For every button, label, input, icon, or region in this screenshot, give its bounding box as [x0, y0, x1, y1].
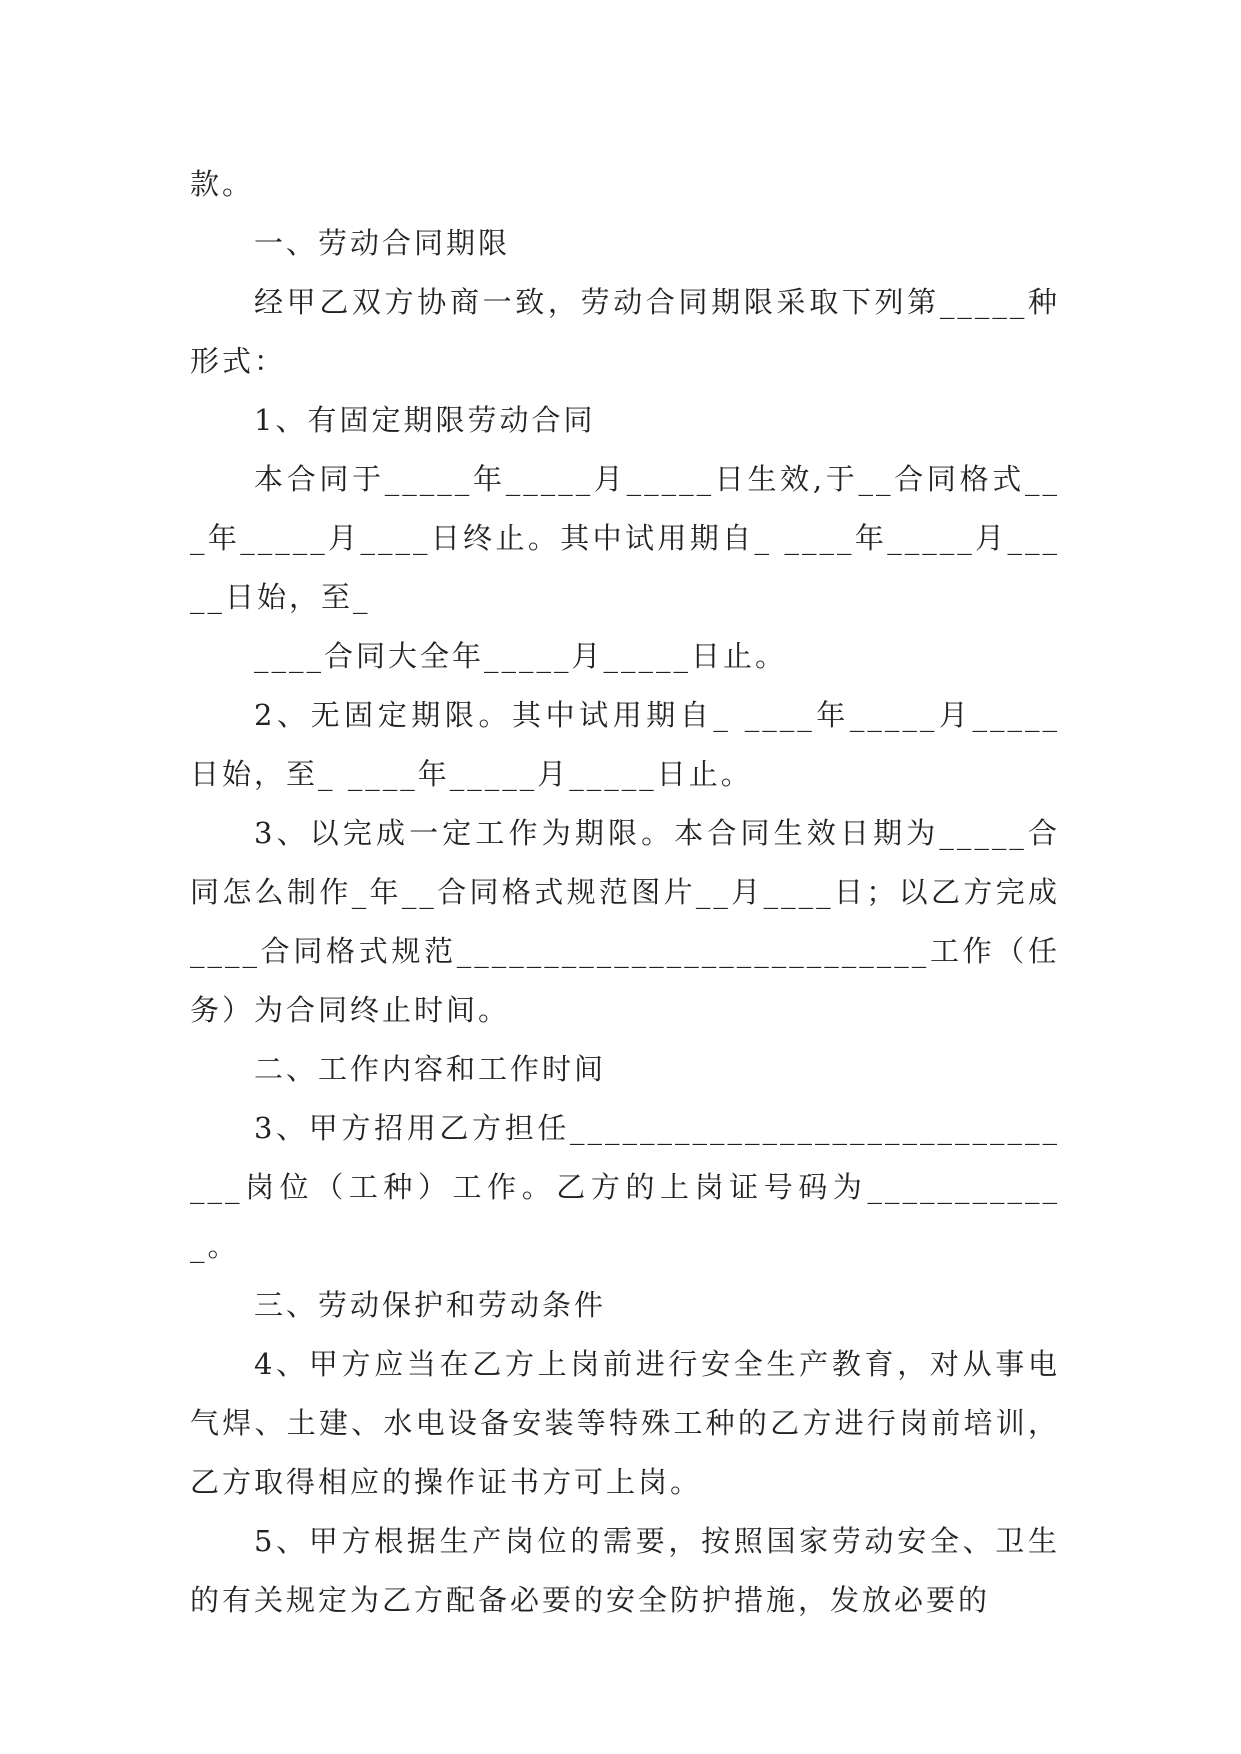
- clause-open-term: 2、无固定期限。其中试用期自_ ____年_____月_____日始，至_ ____年_____月_____日止。: [190, 698, 1060, 791]
- clause-fixed-term: 1、有固定期限劳动合同: [254, 403, 596, 437]
- paragraph-fixed-term-end: ____合同大全年_____月_____日止。: [254, 639, 788, 673]
- section-heading-contract-term: 一、劳动合同期限: [254, 226, 511, 260]
- section-heading-work-content: 二、工作内容和工作时间: [254, 1052, 607, 1086]
- clause-safety-equipment: 5、甲方根据生产岗位的需要，按照国家劳动安全、卫生的有关规定为乙方配备必要的安全防护措施，发放必要的: [190, 1524, 1060, 1617]
- section-heading-labor-protection: 三、劳动保护和劳动条件: [254, 1288, 607, 1322]
- document-body: [190, 155, 1060, 1630]
- clause-position: 3、甲方招用乙方担任_______________________________岗位（工种）工作。乙方的上岗证号码为____________。: [190, 1111, 1060, 1263]
- clause-safety-training: 4、甲方应当在乙方上岗前进行安全生产教育，对从事电气焊、土建、水电设备安装等特殊工种的乙方进行岗前培训，乙方取得相应的操作证书方可上岗。: [190, 1347, 1060, 1499]
- paragraph-term-form: 经甲乙双方协商一致，劳动合同期限采取下列第_____种形式：: [190, 285, 1060, 378]
- paragraph-continuation: 款。: [190, 167, 255, 201]
- paragraph-fixed-term-dates: 本合同于_____年_____月_____日生效,于__合同格式___年_____月____日终止。其中试用期自_ ____年_____月_____日始，至_: [190, 462, 1060, 614]
- clause-task-term: 3、以完成一定工作为期限。本合同生效日期为_____合同怎么制作_年__合同格式规范图片__月____日；以乙方完成____合同格式规范___________________________工作（任务）为合同终止时间。: [190, 816, 1060, 1027]
